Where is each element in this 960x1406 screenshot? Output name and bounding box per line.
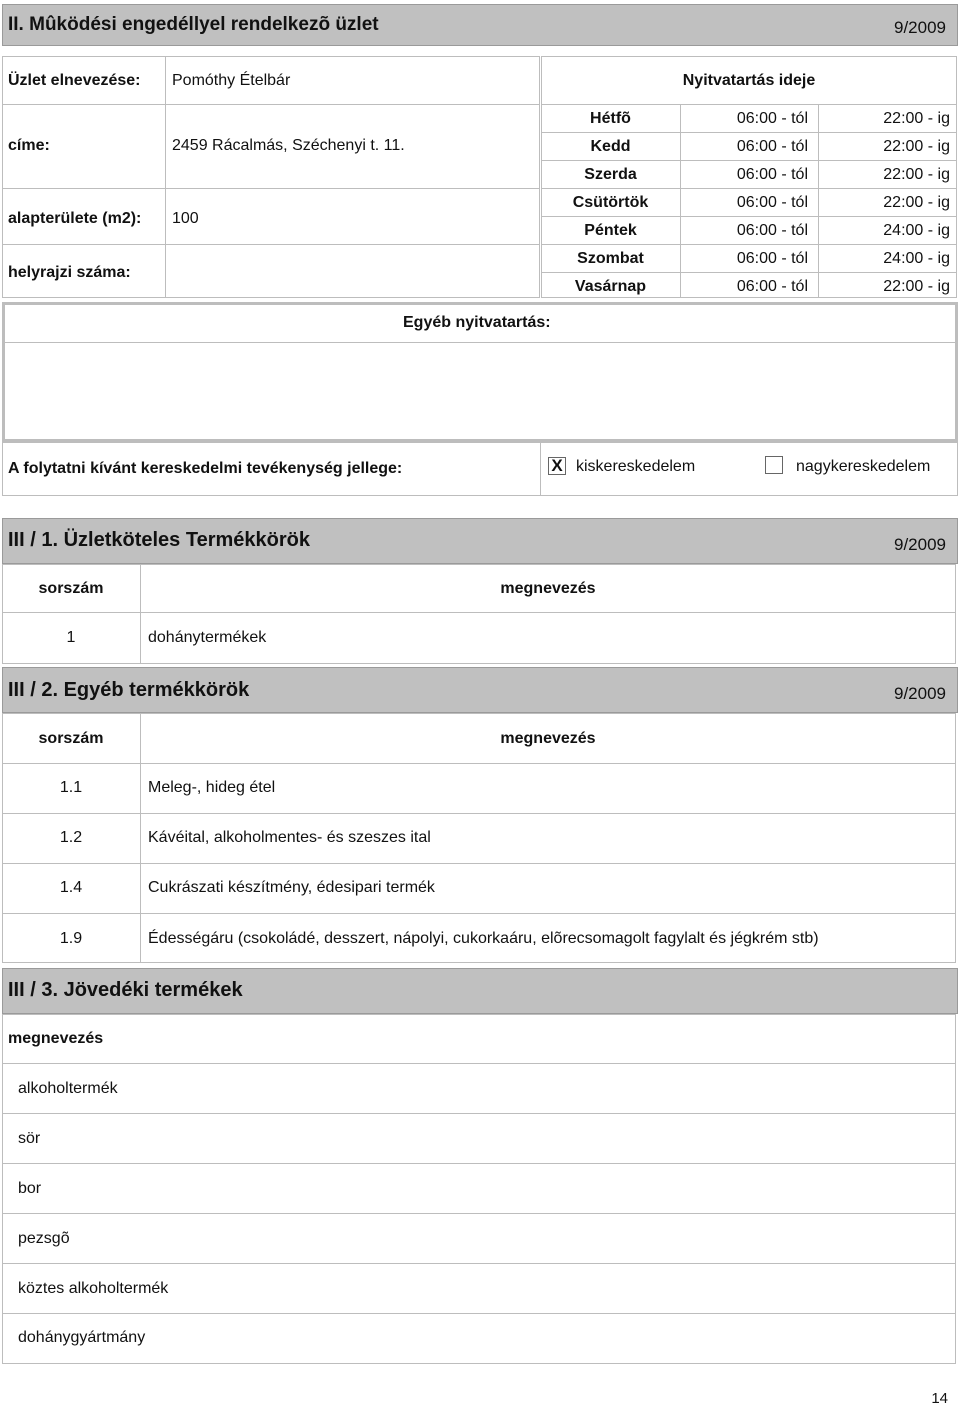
shop-info-block [2,56,540,298]
hours-from: 06:00 - tól [736,166,808,183]
section-iii-2-title: III / 2. Egyéb termékkörök [8,679,250,701]
shop-address-label: címe: [8,137,50,154]
row-name: Édességáru (csokoládé, desszert, nápolyi, cukorkaáru, elõrecsomagolt fagylalt és jégkrém stb) [148,930,819,947]
hours-day: Hétfõ [590,110,631,127]
row-number: 1.2 [59,829,83,846]
shop-plot-label: helyrajzi száma: [8,264,131,281]
section-ii-code: 9/2009 [894,18,946,37]
hours-from: 06:00 - tól [736,222,808,239]
row-name: Cukrászati készítmény, édesipari termék [148,879,435,896]
section-iii-1-title: III / 1. Üzletköteles Termékkörök [8,529,310,551]
col-header-number: sorszám [38,730,104,747]
shop-address-value: 2459 Rácalmás, Széchenyi t. 11. [172,137,405,154]
row-name: Meleg-, hideg étel [148,779,276,796]
hours-to: 22:00 - ig [883,194,950,211]
hours-to: 22:00 - ig [883,110,950,127]
hours-to: 22:00 - ig [883,166,950,183]
list-item: alkoholtermék [18,1080,118,1097]
list-item: pezsgõ [18,1230,70,1247]
hours-to: 24:00 - ig [883,222,950,239]
section-iii-2-table [2,713,956,963]
shop-name-label: Üzlet elnevezése: [8,72,141,89]
shop-name-value: Pomóthy Ételbár [172,72,291,89]
col-header-name: megnevezés [500,580,596,597]
list-item: sör [18,1130,41,1147]
col-header-number: sorszám [38,580,104,597]
other-hours-label: Egyéb nyitvatartás: [403,314,551,331]
col-header-name: megnevezés [8,1030,104,1047]
shop-area-value: 100 [172,210,199,227]
hours-day: Péntek [584,222,637,239]
opening-hours-header: Nyitvatartás ideje [682,72,816,89]
row-name: Kávéital, alkoholmentes- és szeszes ital [148,829,431,846]
col-header-name: megnevezés [500,730,596,747]
section-iii-3-table [2,1014,956,1364]
row-number: 1.1 [59,779,83,796]
hours-from: 06:00 - tól [736,110,808,127]
retail-checkbox[interactable]: X [548,457,566,475]
hours-from: 06:00 - tól [736,278,808,295]
section-ii-title: II. Mûködési engedéllyel rendelkezõ üzlet [8,14,379,35]
hours-to: 24:00 - ig [883,250,950,267]
section-iii-3-title: III / 3. Jövedéki termékek [8,979,243,1001]
row-number: 1 [66,629,76,646]
list-item: dohánygyártmány [18,1329,146,1346]
list-item: bor [18,1180,42,1197]
row-number: 1.9 [59,930,83,947]
section-iii-2-code: 9/2009 [894,684,946,703]
row-name: dohánytermékek [148,629,267,646]
activity-label: A folytatni kívánt kereskedelmi tevékenység jellege: [8,460,403,477]
hours-day: Vasárnap [574,278,647,295]
section-iii-1-table [2,564,956,664]
page-number: 14 [931,1390,948,1406]
list-item: köztes alkoholtermék [18,1280,169,1297]
hours-from: 06:00 - tól [736,194,808,211]
wholesale-checkbox[interactable] [765,456,783,474]
hours-day: Kedd [590,138,631,155]
hours-to: 22:00 - ig [883,278,950,295]
hours-from: 06:00 - tól [736,250,808,267]
shop-area-label: alapterülete (m2): [8,210,142,227]
hours-day: Csütörtök [572,194,649,211]
hours-day: Szerda [584,166,637,183]
wholesale-label: nagykereskedelem [796,458,931,475]
hours-to: 22:00 - ig [883,138,950,155]
row-number: 1.4 [59,879,83,896]
section-iii-1-code: 9/2009 [894,535,946,554]
hours-day: Szombat [577,250,644,267]
hours-from: 06:00 - tól [736,138,808,155]
retail-label: kiskereskedelem [576,458,696,475]
